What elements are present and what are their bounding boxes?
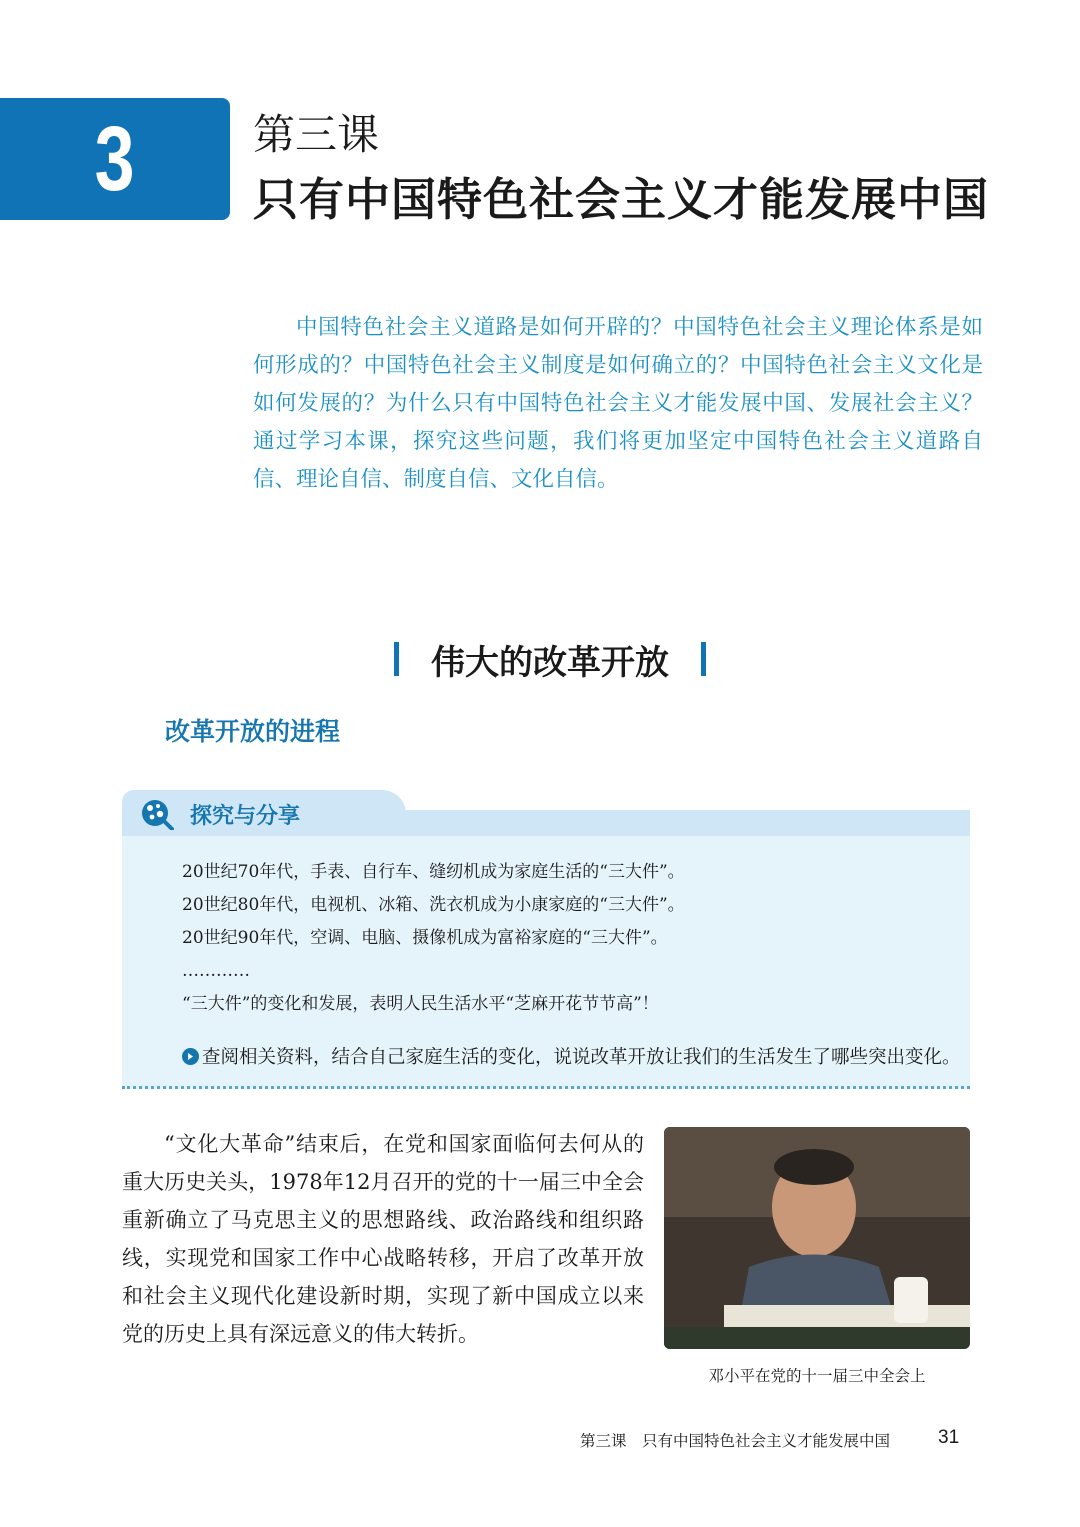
explore-line: 20世纪70年代，手表、自行车、缝纫机成为家庭生活的“三大件”。 xyxy=(182,862,685,882)
historical-photo xyxy=(664,1127,970,1349)
lesson-number-badge xyxy=(0,98,230,220)
lesson-number: 3 xyxy=(95,107,135,210)
lesson-label: 第三课 xyxy=(253,110,380,159)
magnifier-icon xyxy=(140,796,174,830)
section-heading-text: 伟大的改革开放 xyxy=(431,642,669,683)
explore-line: 20世纪80年代，电视机、冰箱、洗衣机成为小康家庭的“三大件”。 xyxy=(182,895,685,915)
running-footer: 第三课 只有中国特色社会主义才能发展中国 xyxy=(580,1432,891,1450)
explore-prompt-text: 查阅相关资料，结合自己家庭生活的变化，说说改革开放让我们的生活发生了哪些突出变化。 xyxy=(202,1047,961,1068)
lesson-title: 只有中国特色社会主义才能发展中国 xyxy=(253,173,990,226)
explore-prompt xyxy=(182,1043,961,1069)
explore-line: ………… xyxy=(182,961,250,981)
explore-tab-label: 探究与分享 xyxy=(190,804,301,829)
explore-tab xyxy=(122,790,406,836)
lesson-intro: 中国特色社会主义道路是如何开辟的？中国特色社会主义理论体系是如何形成的？中国特色社会主义制度是如何确立的？中国特色社会主义文化是如何发展的？为什么只有中国特色社会主义才能发展中国、发展社会主义？通过学习本课，探究这些问题，我们将更加坚定中国特色社会主义道路自信、理论自信、制度自信、文化自信。 xyxy=(253,315,983,492)
explore-lines xyxy=(182,856,952,1021)
photo-illustration xyxy=(664,1127,970,1349)
subheading: 改革开放的进程 xyxy=(165,717,341,746)
heading-bar-left xyxy=(394,642,399,676)
heading-bar-right xyxy=(701,642,706,676)
section-heading xyxy=(390,634,710,684)
photo-caption: 邓小平在党的十一届三中全会上 xyxy=(708,1367,926,1385)
body-paragraph: “文化大革命”结束后，在党和国家面临何去何从的重大历史关头，1978年12月召开的党的十一届三中全会重新确立了马克思主义的思想路线、政治路线和组织路线，实现党和国家工作中心战略转移，开启了改革开放和社会主义现代化建设新时期，实现了新中国成立以来党的历史上具有深远意义的伟大转折。 xyxy=(122,1132,644,1346)
explore-line: “三大件”的变化和发展，表明人民生活水平“芝麻开花节节高”！ xyxy=(182,994,659,1014)
explore-box xyxy=(122,836,970,1089)
explore-line: 20世纪90年代，空调、电脑、摄像机成为富裕家庭的“三大件”。 xyxy=(182,928,668,948)
arrow-right-icon xyxy=(182,1048,199,1065)
page-number: 31 xyxy=(938,1427,960,1448)
